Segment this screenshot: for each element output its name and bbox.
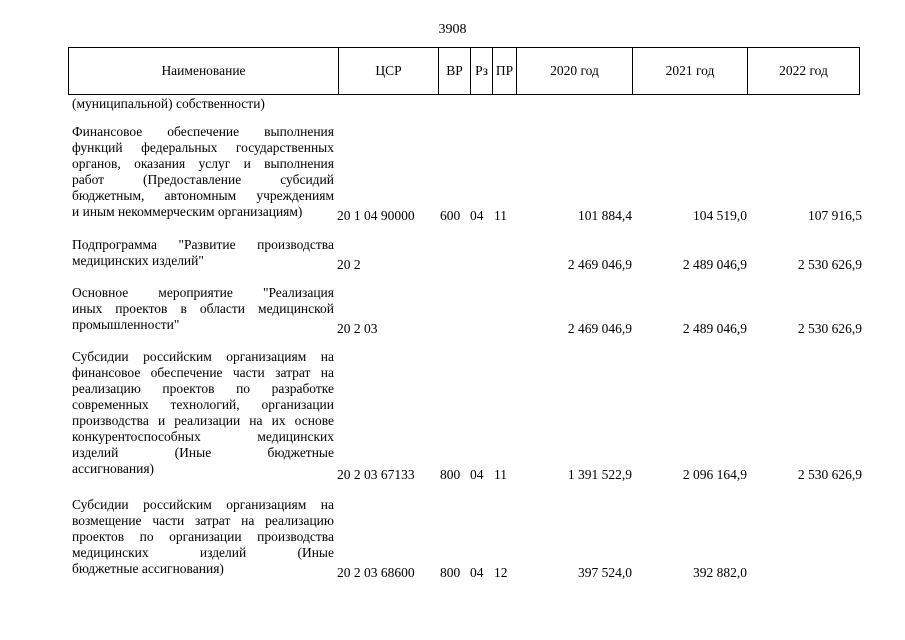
header-rz: Рз bbox=[471, 48, 493, 94]
row-vr: 600 bbox=[440, 208, 461, 223]
row-name-line: Субсидии российским организациям на bbox=[72, 497, 334, 512]
row-name-line: Основное мероприятие "Реализация bbox=[72, 285, 334, 300]
row-name-line: органов, оказания услуг и выполнения bbox=[72, 156, 334, 171]
row-name-line: проектов по организации производства bbox=[72, 529, 334, 544]
header-2022: 2022 год bbox=[779, 63, 828, 78]
row-name bbox=[72, 96, 334, 112]
row-csr: 20 2 03 bbox=[337, 321, 378, 336]
row-name-line: бюджетным, автономным учреждениям bbox=[72, 188, 334, 203]
row-pr: 12 bbox=[494, 565, 508, 580]
row-name-line: медицинских изделий" bbox=[72, 253, 204, 268]
row-pr: 11 bbox=[494, 208, 507, 223]
table-row bbox=[0, 349, 905, 483]
row-name bbox=[72, 124, 334, 220]
row-name-line: Финансовое обеспечение выполнения bbox=[72, 124, 334, 139]
row-2021: 392 882,0 bbox=[693, 565, 747, 580]
row-name-line: бюджетные ассигнования) bbox=[72, 561, 224, 576]
row-name bbox=[72, 497, 334, 577]
row-name-line: (муниципальной) собственности) bbox=[72, 96, 265, 111]
row-name-line: реализацию проектов по разработке bbox=[72, 381, 334, 396]
row-name-line: конкурентоспособных медицинских bbox=[72, 429, 334, 444]
row-csr: 20 2 03 68600 bbox=[337, 565, 415, 580]
row-name-line: медицинских изделий (Иные bbox=[72, 545, 334, 560]
row-pr: 11 bbox=[494, 467, 507, 482]
table-row bbox=[0, 285, 905, 337]
row-2022: 2 530 626,9 bbox=[797, 257, 862, 272]
row-2020: 2 469 046,9 bbox=[567, 257, 632, 272]
row-2020: 397 524,0 bbox=[578, 565, 632, 580]
row-name-line: ассигнования) bbox=[72, 461, 155, 476]
row-name-line: возмещение части затрат на реализацию bbox=[72, 513, 334, 528]
table-row bbox=[0, 95, 905, 113]
row-name bbox=[72, 237, 334, 269]
row-csr: 20 2 03 67133 bbox=[337, 467, 415, 482]
table-row bbox=[0, 124, 905, 224]
row-name-line: работ (Предоставление субсидий bbox=[72, 172, 334, 187]
row-name bbox=[72, 349, 334, 477]
row-vr: 800 bbox=[440, 467, 461, 482]
row-rz: 04 bbox=[470, 467, 484, 482]
table-row bbox=[0, 497, 905, 581]
row-2020: 2 469 046,9 bbox=[567, 321, 632, 336]
table-row bbox=[0, 237, 905, 273]
header-vr: ВР bbox=[439, 48, 471, 94]
row-name-line: иных проектов в области медицинской bbox=[72, 301, 334, 316]
page-number: 3908 bbox=[438, 22, 467, 37]
row-vr: 800 bbox=[440, 565, 461, 580]
row-name-line: современных технологий, организации bbox=[72, 397, 334, 412]
header-2020: 2020 год bbox=[517, 48, 633, 94]
header-name: Наименование bbox=[69, 48, 339, 94]
row-2022: 107 916,5 bbox=[808, 208, 862, 223]
row-name-line: промышленности" bbox=[72, 317, 180, 332]
row-name-line: финансовое обеспечение части затрат на bbox=[72, 365, 334, 380]
row-csr: 20 1 04 90000 bbox=[337, 208, 415, 223]
row-2020: 101 884,4 bbox=[578, 208, 632, 223]
row-csr: 20 2 bbox=[337, 257, 361, 272]
row-rz: 04 bbox=[470, 208, 484, 223]
row-name bbox=[72, 285, 334, 333]
row-2021: 2 489 046,9 bbox=[682, 257, 747, 272]
row-2022: 2 530 626,9 bbox=[797, 467, 862, 482]
row-2020: 1 391 522,9 bbox=[567, 467, 632, 482]
row-2021: 104 519,0 bbox=[693, 208, 747, 223]
row-name-line: Подпрограмма "Развитие производства bbox=[72, 237, 334, 252]
row-2021: 2 096 164,9 bbox=[682, 467, 747, 482]
row-2022: 2 530 626,9 bbox=[797, 321, 862, 336]
row-name-line: и иным некоммерческим организациям) bbox=[72, 204, 303, 219]
header-csr: ЦСР bbox=[339, 48, 439, 94]
row-2021: 2 489 046,9 bbox=[682, 321, 747, 336]
row-name-line: Субсидии российским организациям на bbox=[72, 349, 334, 364]
row-name-line: производства и реализации на их основе bbox=[72, 413, 334, 428]
row-name-line: функций федеральных государственных bbox=[72, 140, 334, 155]
row-name-line: изделий (Иные бюджетные bbox=[72, 445, 334, 460]
row-rz: 04 bbox=[470, 565, 484, 580]
header-2021: 2021 год bbox=[633, 48, 748, 94]
header-pr: ПР bbox=[493, 48, 517, 94]
